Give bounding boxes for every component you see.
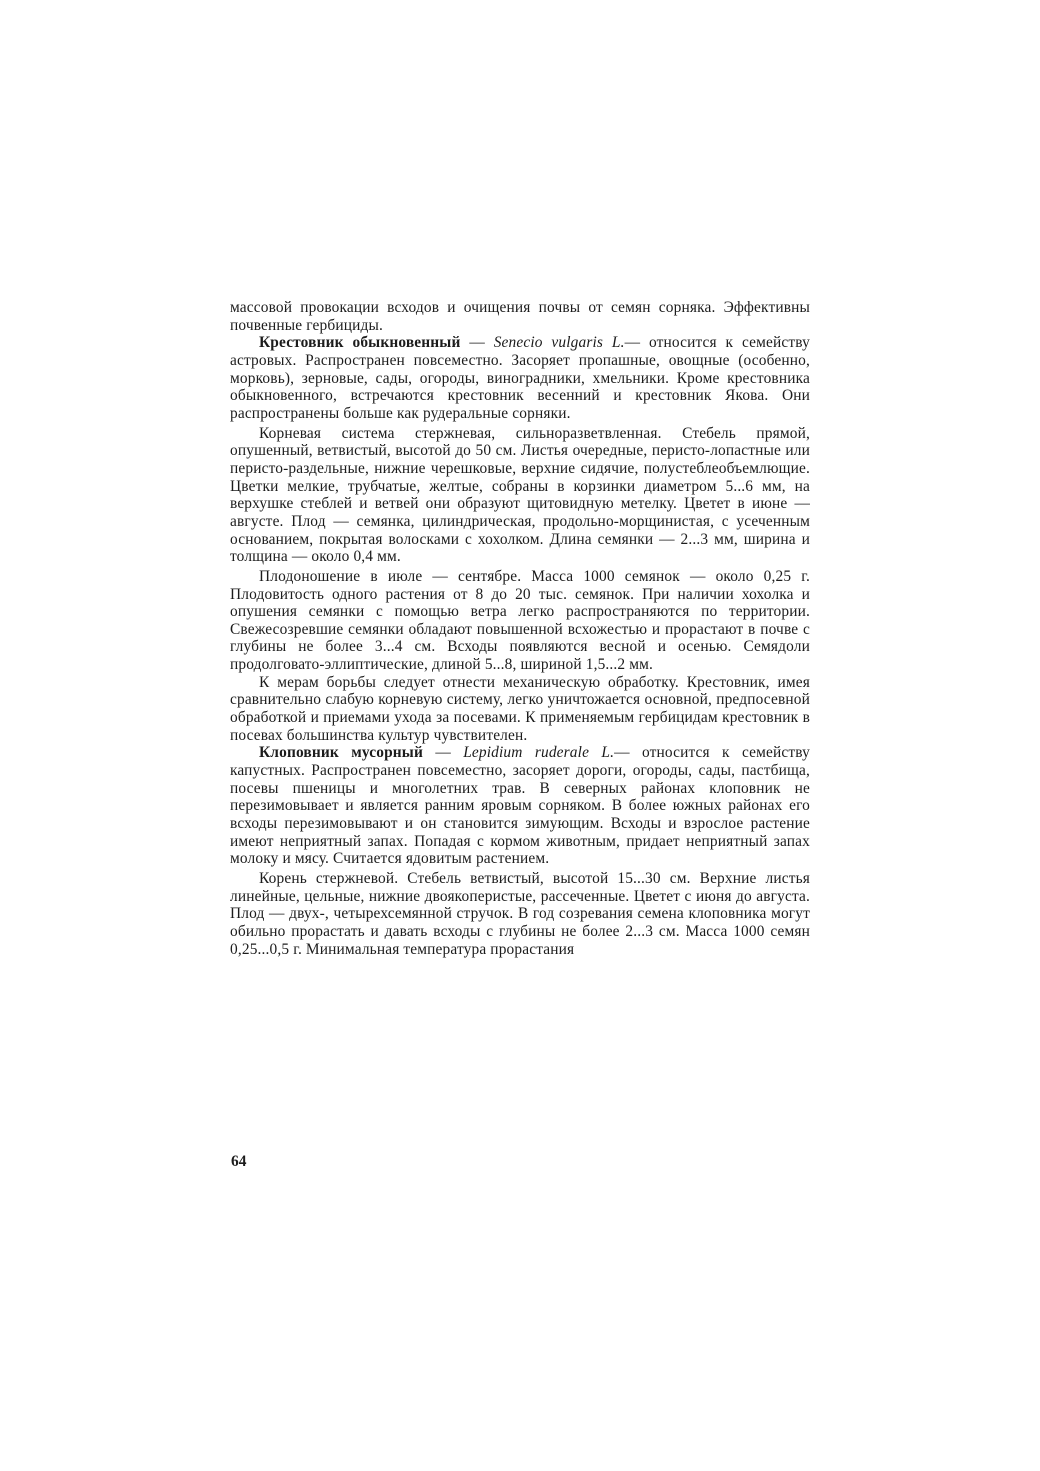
- term-heading: Крестовник обыкновенный: [259, 334, 461, 352]
- paragraph-5: [230, 674, 810, 745]
- dash: —: [460, 334, 494, 352]
- paragraph-text: — относится к семейству капустных. Распространен повсеместно, засоряет дороги, огороды, сады, пастбища, посевы пшеницы и многолетних трав. В северных районах клоповник не перезимовывает и является ранним яровым сорняком. В более южных районах его всходы перезимовывают и он становится зимующим. Всходы и взрослое растение имеют неприятный запах. Попадая с кормом животным, придает неприятный запах молоку и мясу. Считается ядовитым растением.: [230, 744, 810, 868]
- paragraph-text: массовой провокации всходов и очищения почвы от семян сорняка. Эффективны почвенные гербициды.: [230, 299, 810, 334]
- paragraph-text: Корень стержневой. Стебель ветвистый, высотой 15...30 см. Верхние листья линейные, цельные, нижние двоякоперистые, рассеченные. Цветет с июня до августа. Плод — двух-, четырехсемянной стручок. В год созревания семена клоповника могут обильно прорастать и давать всходы с глубины не более 2...3 см. Масса 1000 семян 0,25...0,5 г. Минимальная температура прорастания: [230, 870, 810, 958]
- paragraph-text: — относится к семейству астровых. Распространен повсеместно. Засоряет пропашные, овощные (особенно, морковь), зерновые, сады, огороды, виноградники, хмельники. Кроме крестовника обыкновенного, встречаются крестовник весенний и крестовник Якова. Они распространены больше как рудеральные сорняки.: [230, 334, 810, 422]
- paragraph-1: [230, 299, 810, 334]
- body-text: [230, 299, 810, 958]
- latin-name: Lepidium ruderale L.: [463, 744, 615, 762]
- page-number: 64: [231, 1153, 247, 1170]
- term-heading: Клоповник мусорный: [259, 744, 423, 762]
- paragraph-text: Плодоношение в июле — сентябре. Масса 1000 семянок — около 0,25 г. Плодовитость одного растения от 8 до 20 тыс. семянок. При наличии хохолка и опушения семянки с помощью ветра легко распространяются по территории. Свежесозревшие семянки обладают повышенной всхожестью и прорастают в почве с глубины не более 3...4 см. Всходы появляются весной и осенью. Семядоли продолговато-эллиптические, длиной 5...8, шириной 1,5...2 мм.: [230, 567, 810, 674]
- paragraph-7: [230, 870, 810, 958]
- paragraph-4: [230, 568, 810, 674]
- paragraph-text: К мерам борьбы следует отнести механическую обработку. Крестовник, имея сравнительно слабую корневую систему, легко уничтожается основной, предпосевной обработкой и приемами ухода за посевами. К применяемым гербицидам крестовник в посевах большинства культур чувствителен.: [230, 673, 810, 744]
- paragraph-2: [230, 334, 810, 422]
- dash: —: [423, 744, 464, 762]
- latin-name: Senecio vulgaris L.: [493, 334, 625, 352]
- paragraph-3: [230, 425, 810, 566]
- paragraph-6: [230, 744, 810, 868]
- paragraph-text: Корневая система стержневая, сильноразветвленная. Стебель прямой, опушенный, ветвистый, высотой до 50 см. Листья очередные, перисто-лопастные или перисто-раздельные, нижние черешковые, верхние сидячие, полустеблеобъемлющие. Цветки мелкие, трубчатые, желтые, собраны в корзинки диаметром 5...6 мм, на верхушке стеблей и ветвей они образуют щитовидную метелку. Цветет в июне — августе. Плод — семянка, цилиндрическая, продольно-морщинистая, с усеченным основанием, покрытая волосками с хохолком. Длина семянки — 2...3 мм, ширина и толщина — около 0,4 мм.: [230, 424, 810, 566]
